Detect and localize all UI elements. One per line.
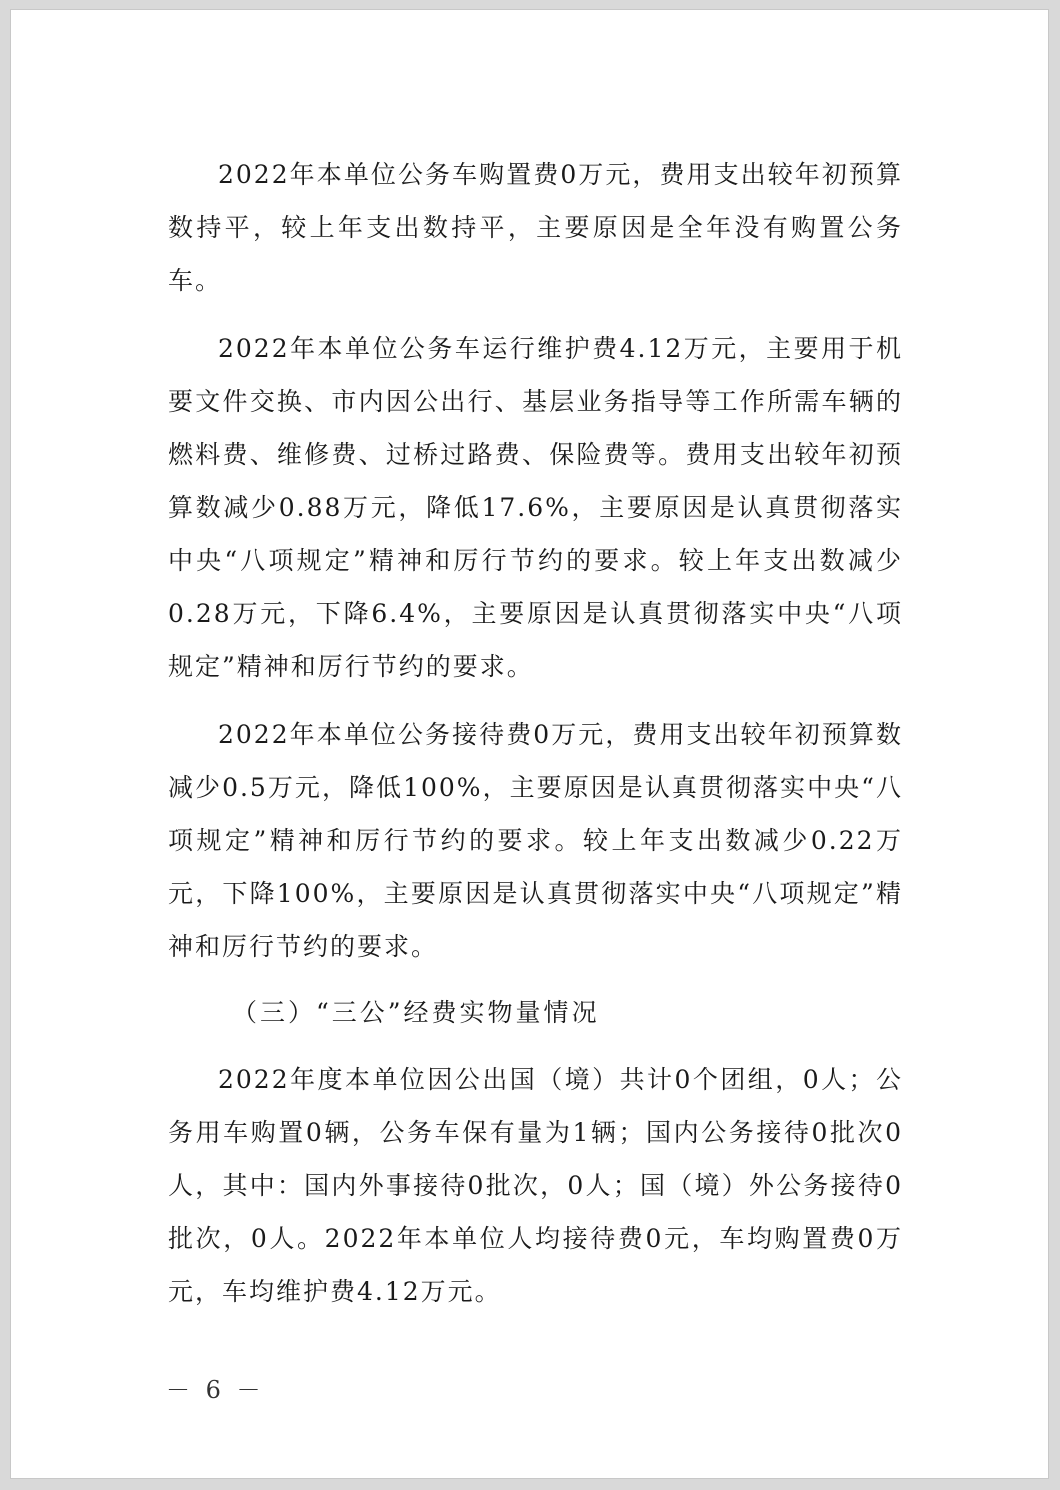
document-page (10, 9, 1049, 1479)
page-number: － 6 － (166, 1376, 265, 1404)
section-heading: （三）“三公”经费实物量情况 (232, 998, 600, 1027)
document-body (168, 148, 903, 1318)
paragraph-vehicle-maintenance: 2022年本单位公务车运行维护费4.12万元，主要用于机要文件交换、市内因公出行、基层业务指导等工作所需车辆的燃料费、维修费、过桥过路费、保险费等。费用支出较年初预算数减少0.88万元，降低17.6%，主要原因是认真贯彻落实中央“八项规定”精神和厉行节约的要求。较上年支出数减少0.28万元，下降6.4%，主要原因是认真贯彻落实中央“八项规定”精神和厉行节约的要求。 (168, 334, 903, 681)
paragraph-vehicle-purchase: 2022年本单位公务车购置费0万元，费用支出较年初预算数持平，较上年支出数持平，主要原因是全年没有购置公务车。 (168, 160, 903, 295)
paragraph-physical-quantity: 2022年度本单位因公出国（境）共计0个团组，0人；公务用车购置0辆，公务车保有量为1辆；国内公务接待0批次0人，其中：国内外事接待0批次，0人；国（境）外公务接待0批次，0人。2022年本单位人均接待费0元，车均购置费0万元，车均维护费4.12万元。 (168, 1065, 903, 1306)
paragraph-reception-expense: 2022年本单位公务接待费0万元，费用支出较年初预算数减少0.5万元，降低100%，主要原因是认真贯彻落实中央“八项规定”精神和厉行节约的要求。较上年支出数减少0.22万元，下降100%，主要原因是认真贯彻落实中央“八项规定”精神和厉行节约的要求。 (168, 720, 903, 961)
